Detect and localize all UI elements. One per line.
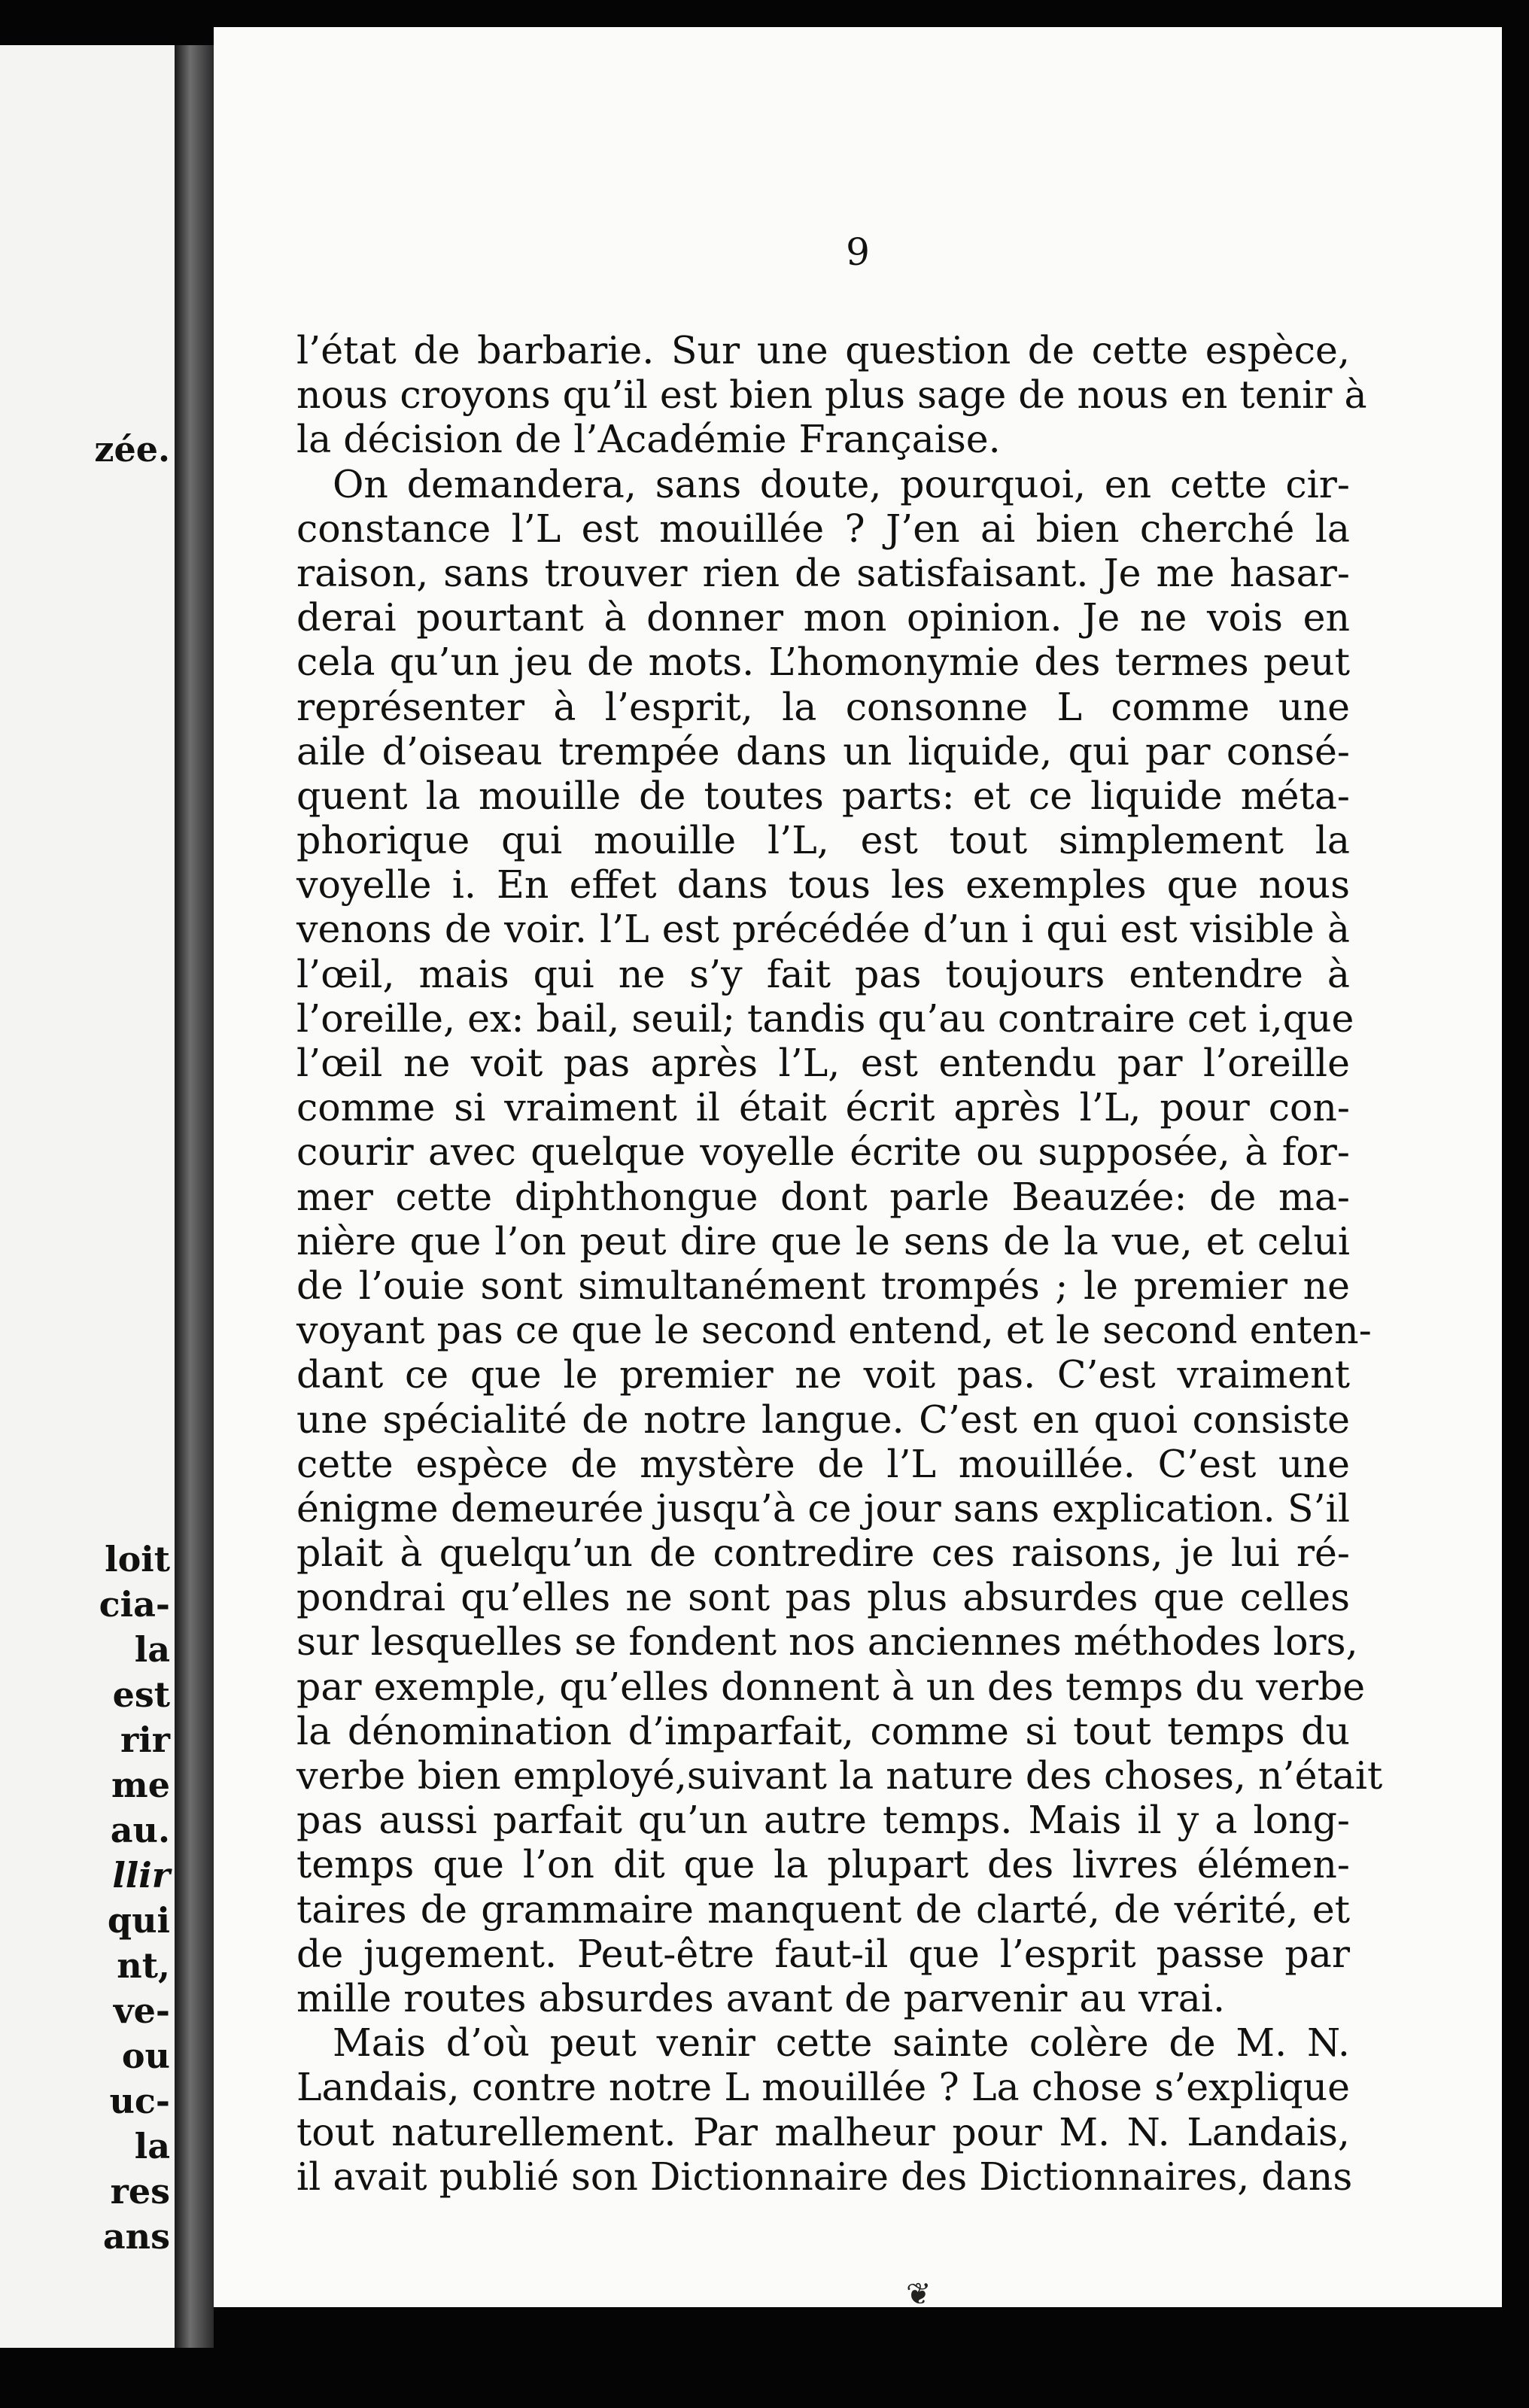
text-line: venons de voir. l’L est précédée d’un i qui est visible à (296, 907, 1350, 952)
left-page-fragment: ans (102, 2216, 170, 2257)
left-page-fragment: uc- (109, 2081, 170, 2121)
text-line: nière que l’on peut dire que le sens de la vue, et celui (296, 1218, 1350, 1263)
text-line: il avait publié son Dictionnaire des Dictionnaires, dans (296, 2154, 1353, 2199)
left-page-fragment: ou (121, 2036, 170, 2076)
text-line: voyant pas ce que le second entend, et le second enten- (296, 1308, 1372, 1353)
left-page-fragment: la (134, 1629, 170, 1670)
left-page-fragment: au. (110, 1810, 170, 1850)
left-page-edge (0, 45, 181, 2348)
text-line: Landais, contre notre L mouillée ? La chose s’explique (296, 2065, 1350, 2110)
page-body-text (296, 328, 1383, 2199)
text-line: derai pourtant à donner mon opinion. Je ne vois en (296, 595, 1350, 640)
left-page-fragment: rir (120, 1719, 170, 1760)
text-line: la décision de l’Académie Française. (296, 417, 1001, 462)
text-line: la dénomination d’imparfait, comme si tout temps du (296, 1708, 1350, 1753)
text-line: phorique qui mouille l’L, est tout simplement la (296, 818, 1350, 863)
text-line: une spécialité de notre langue. C’est en quoi consiste (296, 1397, 1350, 1442)
text-line: plait à quelqu’un de contredire ces raisons, je lui ré- (296, 1531, 1350, 1576)
text-line: comme si vraiment il était écrit après l’L, pour con- (296, 1085, 1350, 1130)
text-line: voyelle i. En effet dans tous les exemples que nous (296, 862, 1350, 908)
text-line: nous croyons qu’il est bien plus sage de nous en tenir à (296, 372, 1367, 418)
text-line: pas aussi parfait qu’un autre temps. Mais il y a long- (296, 1798, 1350, 1843)
text-line: raison, sans trouver rien de satisfaisant. Je me hasar- (296, 550, 1350, 595)
text-line: énigme demeurée jusqu’à ce jour sans explication. S’il (296, 1485, 1350, 1531)
text-line: courir avec quelque voyelle écrite ou supposée, à for- (296, 1130, 1350, 1175)
text-line: l’œil, mais qui ne s’y fait pas toujours entendre à (296, 951, 1350, 996)
right-page (214, 27, 1502, 2307)
left-page-fragment: nt, (117, 1945, 170, 1986)
left-page-fragment: llir (112, 1855, 170, 1896)
left-page-fragment: qui (107, 1900, 170, 1941)
left-page-fragment: me (111, 1765, 170, 1805)
text-line: aile d’oiseau trempée dans un liquide, qui par consé- (296, 728, 1350, 774)
text-line: de l’ouie sont simultanément trompés ; le premier ne (296, 1263, 1350, 1308)
text-line: constance l’L est mouillée ? J’en ai bien cherché la (296, 506, 1350, 551)
text-line: sur lesquelles se fondent nos anciennes méthodes lors, (296, 1619, 1358, 1665)
left-page-fragment: zée. (94, 429, 170, 470)
page-number: 9 (846, 230, 870, 274)
text-line: Mais d’où peut venir cette sainte colère de M. N. (333, 2020, 1350, 2066)
left-page-fragment: cia- (99, 1584, 170, 1625)
text-line: de jugement. Peut-être faut-il que l’esprit passe par (296, 1931, 1350, 1976)
text-line: mille routes absurdes avant de parvenir au vrai. (296, 1975, 1226, 2020)
text-line: mer cette diphthongue dont parle Beauzée: de ma- (296, 1174, 1350, 1219)
text-line: l’œil ne voit pas après l’L, est entendu par l’oreille (296, 1041, 1350, 1085)
text-line: quent la mouille de toutes parts: et ce liquide méta- (296, 773, 1350, 818)
text-line: pondrai qu’elles ne sont pas plus absurdes que celles (296, 1575, 1350, 1620)
text-line: taires de grammaire manquent de clarté, de vérité, et (296, 1887, 1350, 1932)
text-line: On demandera, sans doute, pourquoi, en cette cir- (333, 461, 1350, 506)
text-line: l’état de barbarie. Sur une question de cette espèce, (296, 328, 1350, 372)
text-line: cela qu’un jeu de mots. L’homonymie des termes peut (296, 640, 1350, 685)
left-page-fragment: loit (105, 1539, 170, 1579)
text-line: verbe bien employé,suivant la nature des choses, n’était (296, 1753, 1383, 1798)
text-line: représenter à l’esprit, la consonne L comme une (296, 684, 1350, 729)
left-page-fragment: est (112, 1674, 170, 1715)
text-line: tout naturellement. Par malheur pour M. N. Landais, (296, 2109, 1350, 2154)
left-page-fragment: la (134, 2126, 170, 2166)
text-line: dant ce que le premier ne voit pas. C’est vraiment (296, 1352, 1350, 1397)
left-page-fragment: ve- (113, 1990, 170, 2031)
left-page-fragment: res (110, 2171, 170, 2212)
text-line: par exemple, qu’elles donnent à un des temps du verbe (296, 1664, 1366, 1709)
text-line: l’oreille, ex: bail, seuil; tandis qu’au contraire cet i,que (296, 996, 1354, 1041)
text-line: temps que l’on dit que la plupart des livres élémen- (296, 1842, 1350, 1887)
footer-ornament-icon: ❦ (906, 2277, 932, 2307)
text-line: cette espèce de mystère de l’L mouillée. C’est une (296, 1441, 1350, 1486)
book-spine (175, 45, 214, 2348)
